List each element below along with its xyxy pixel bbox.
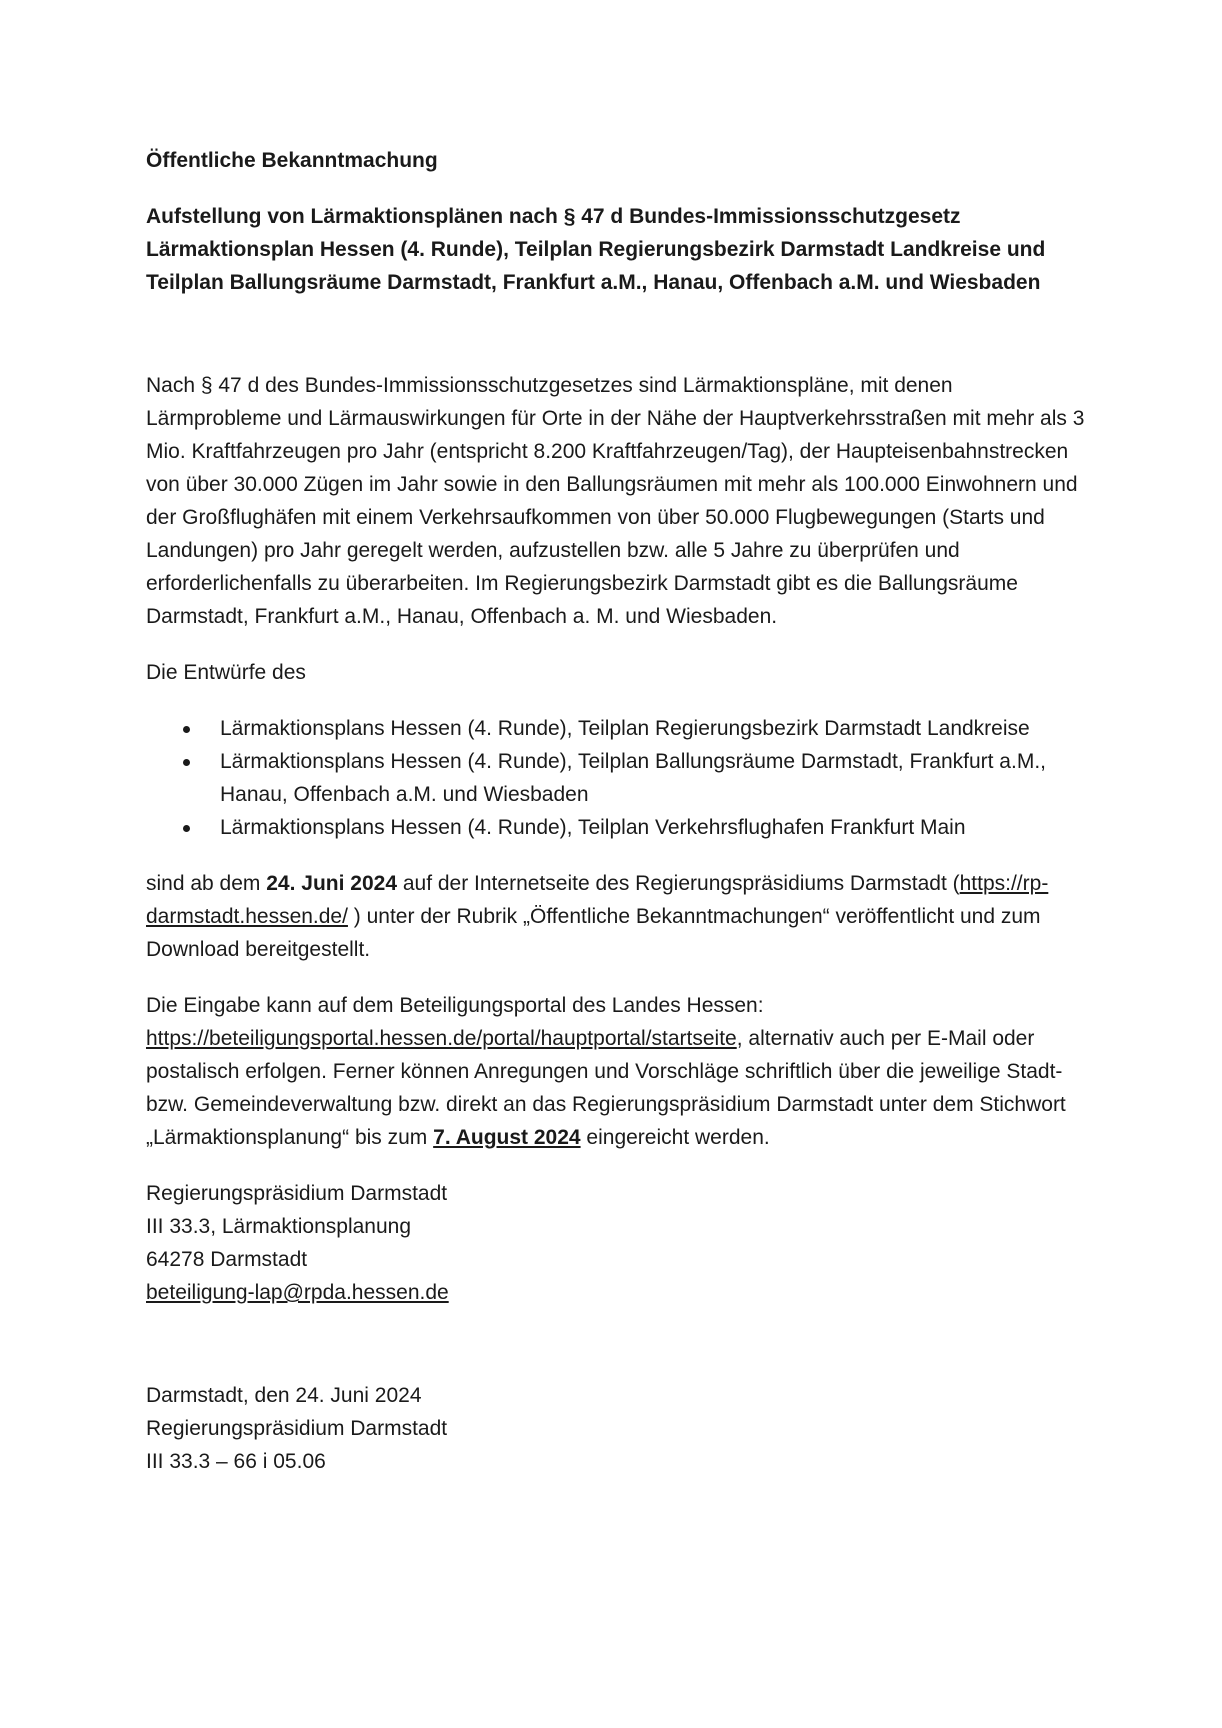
intro-paragraph: Nach § 47 d des Bundes-Immissionsschutzgesetzes sind Lärmaktionspläne, mit denen Lärmprobleme und Lärmauswirkungen für Orte in der Nähe der Hauptverkehrsstraßen mit mehr als 3 Mio. Kraftfahrzeugen pro Jahr (entspricht 8.200 Kraftfahrzeugen/Tag), der Haupteisenbahnstrecken von über 30.000 Zügen im Jahr sowie in den Ballungsräumen mit mehr als 100.000 Einwohnern und der Großflughäfen mit einem Verkehrsaufkommen von über 50.000 Flugbewegungen (Starts und Landungen) pro Jahr geregelt werden, aufzustellen bzw. alle 5 Jahre zu überprüfen und erforderlichenfalls zu überarbeiten. Im Regierungsbezirk Darmstadt gibt es die Ballungsräume Darmstadt, Frankfurt a.M., Hanau, Offenbach a. M. und Wiesbaden. xyxy=(146,374,1085,628)
document-subtitle: Aufstellung von Lärmaktionsplänen nach § 47 d Bundes-Immissionsschutzgesetz Lärmaktionsplan Hessen (4. Runde), Teilplan Regierungsbezirk Darmstadt Landkreise und Teilplan Ballungsräume Darmstadt, Frankfurt a.M., Hanau, Offenbach a.M. und Wiesbaden xyxy=(146,205,1046,294)
submission-text-3: eingereicht werden. xyxy=(580,1126,770,1149)
submission-text-1: Die Eingabe kann auf dem Beteiligungsportal des Landes Hessen: xyxy=(146,994,764,1017)
publication-date: 24. Juni 2024 xyxy=(266,872,397,895)
address-dept: III 33.3, Lärmaktionsplanung xyxy=(146,1215,412,1238)
document-content xyxy=(146,144,1086,1478)
submission-text-2: , alternativ auch per E-Mail oder postalisch erfolgen. Ferner können Anregungen und Vorschläge schriftlich über die jeweilige Stadt- bzw. Gemeindeverwaltung bzw. direkt an das Regierungspräsidium Darmstadt unter dem Stichwort „Lärmaktionsplanung“ bis zum xyxy=(146,1027,1066,1149)
list-item: Lärmaktionsplans Hessen (4. Runde), Teilplan Regierungsbezirk Darmstadt Landkreise xyxy=(220,712,1086,745)
drafts-list xyxy=(146,712,1086,844)
submission-deadline: 7. August 2024 xyxy=(433,1126,581,1149)
publication-text-3: ) unter der Rubrik „Öffentliche Bekanntmachungen“ veröffentlicht und zum Download bereitgestellt. xyxy=(146,905,1041,961)
section-spacer xyxy=(146,299,1086,369)
rp-darmstadt-link[interactable]: https://rp-darmstadt.hessen.de/ xyxy=(146,872,1049,928)
submission-paragraph xyxy=(146,989,1086,1154)
signature-reference: III 33.3 – 66 i 05.06 xyxy=(146,1450,326,1473)
document-title: Öffentliche Bekanntmachung xyxy=(146,149,438,172)
signature-org: Regierungspräsidium Darmstadt xyxy=(146,1417,448,1440)
contact-address xyxy=(146,1177,1086,1309)
list-item: Lärmaktionsplans Hessen (4. Runde), Teilplan Ballungsräume Darmstadt, Frankfurt a.M., Hanau, Offenbach a.M. und Wiesbaden xyxy=(220,745,1086,811)
address-city: 64278 Darmstadt xyxy=(146,1248,308,1271)
publication-paragraph xyxy=(146,867,1086,966)
publication-text-1: sind ab dem xyxy=(146,872,267,895)
list-item: Lärmaktionsplans Hessen (4. Runde), Teilplan Verkehrsflughafen Frankfurt Main xyxy=(220,811,1086,844)
beteiligungsportal-link[interactable]: https://beteiligungsportal.hessen.de/portal/hauptportal/startseite xyxy=(146,1027,737,1050)
signature-place-date: Darmstadt, den 24. Juni 2024 xyxy=(146,1384,422,1407)
drafts-lead: Die Entwürfe des xyxy=(146,661,306,684)
address-org: Regierungspräsidium Darmstadt xyxy=(146,1182,448,1205)
email-link[interactable]: beteiligung-lap@rpda.hessen.de xyxy=(146,1281,449,1304)
signature-block xyxy=(146,1379,1086,1478)
publication-text-2: auf der Internetseite des Regierungspräsidiums Darmstadt ( xyxy=(397,872,960,895)
